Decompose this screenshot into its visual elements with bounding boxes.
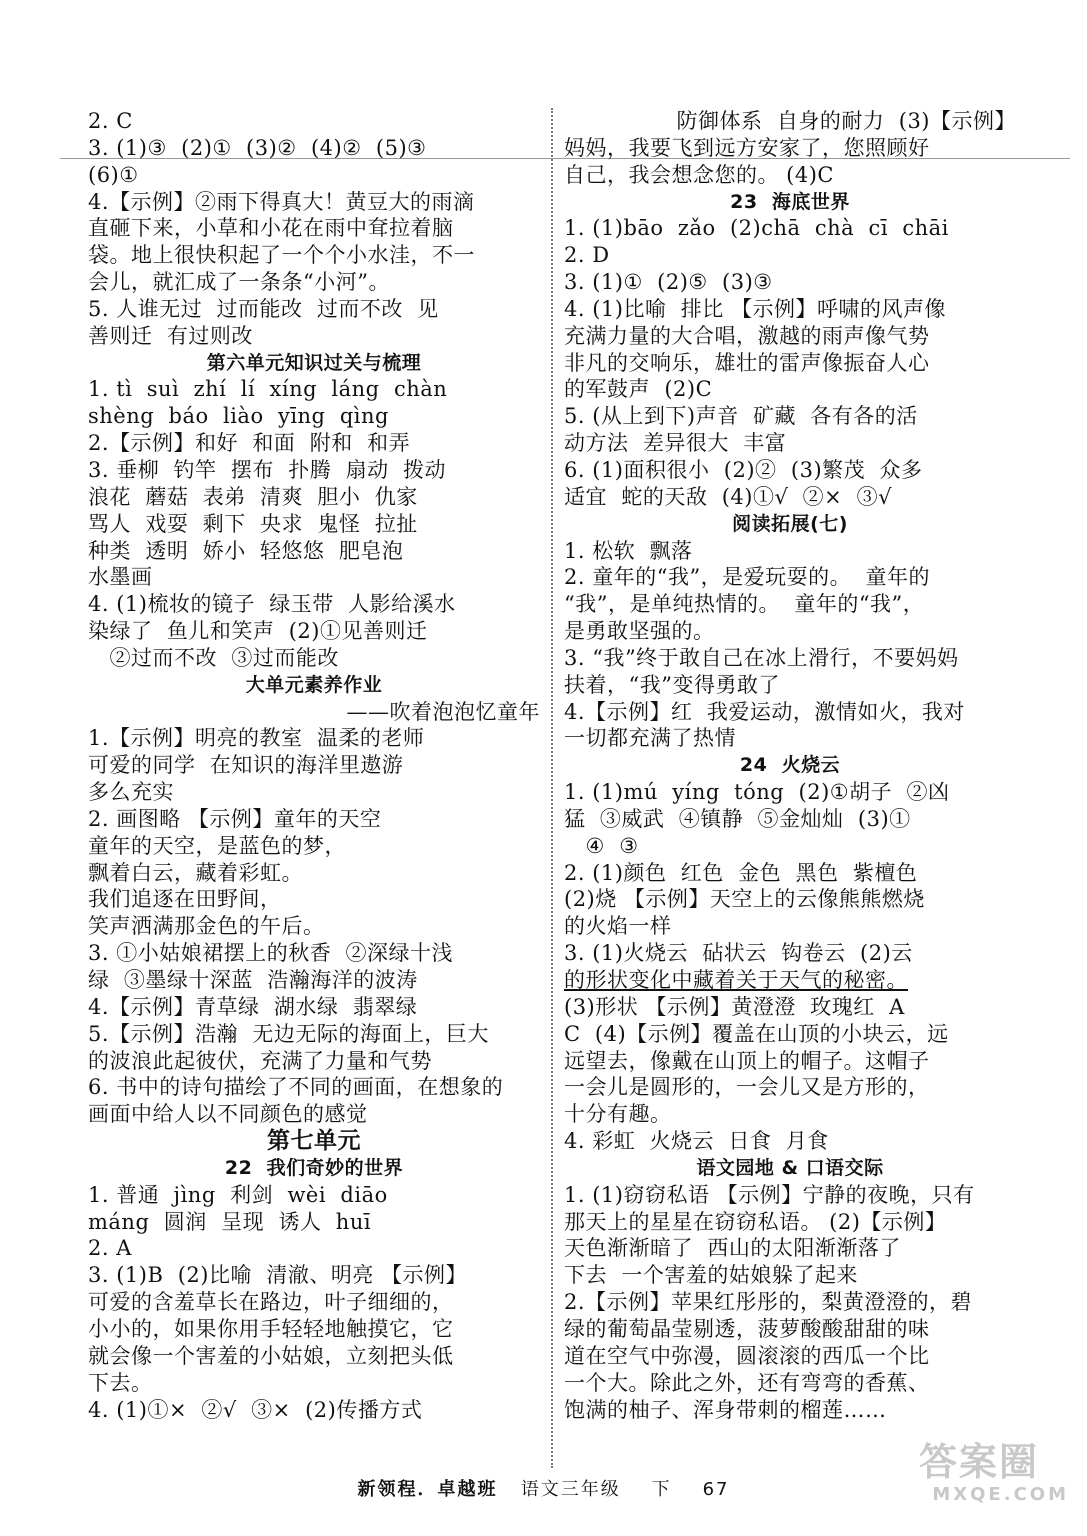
answer-line: 防御体系 自身的耐力 (3)【示例】 <box>676 109 1016 133</box>
answer-line: shèng báo liào yīng qìng <box>88 404 389 429</box>
answer-line: 的火焰一样 <box>564 914 672 939</box>
answer-line: 2. 画图略 【示例】童年的天空 <box>88 806 382 831</box>
answer-line: ④ ③ <box>564 833 639 858</box>
watermark-text: 答案圈 <box>919 1440 1040 1484</box>
answer-line: 笑声洒满那金色的午后。 <box>88 914 325 939</box>
answer-line: 5. (从上到下)声音 矿藏 各有各的活 <box>564 404 918 429</box>
answer-line: 6. 书中的诗句描绘了不同的画面，在想象的 <box>88 1075 504 1100</box>
answer-line: 远望去，像戴在山顶上的帽子。这帽子 <box>564 1048 930 1073</box>
answer-line: 1. (1)窃窃私语 【示例】宁静的夜晚，只有 <box>564 1182 975 1207</box>
answer-line: 多么充实 <box>88 780 174 805</box>
footer-brand: 新领程．卓越班 <box>357 1479 498 1500</box>
answer-line: 3. “我”终于敢自己在冰上滑行，不要妈妈 <box>564 645 959 670</box>
answer-line: 善则迁 有过则改 <box>88 323 253 348</box>
answer-line: 2.【示例】苹果红彤彤的，梨黄澄澄的，碧 <box>564 1290 973 1315</box>
answer-line: 童年的天空，是蓝色的梦， <box>88 833 346 858</box>
answer-line: 3. (1)③ (2)① (3)② (4)② (5)③ <box>88 135 427 160</box>
footer-volume: 下 <box>651 1479 672 1500</box>
answer-line: (2)烧 【示例】天空上的云像熊熊燃烧 <box>564 887 925 912</box>
answer-line: 1. (1)bāo zǎo (2)chā chà cī chāi <box>564 216 949 241</box>
section-heading: 24 火烧云 <box>739 754 841 777</box>
answer-line: 2. A <box>88 1236 132 1261</box>
answer-line: 那天上的星星在窃窃私语。 (2)【示例】 <box>564 1209 947 1234</box>
watermark-url: MXQE.COM <box>932 1484 1069 1505</box>
answer-line: “我”，是单纯热情的。 童年的“我”， <box>564 592 925 617</box>
answer-line: 4.【示例】②雨下得真大！黄豆大的雨滴 <box>88 189 475 214</box>
answer-line: 2. C <box>88 109 133 133</box>
left-column <box>88 108 540 1423</box>
answer-line: 2. 童年的“我”，是爱玩耍的。 童年的 <box>564 565 931 590</box>
answer-line: 飘着白云，藏着彩虹。 <box>88 860 303 885</box>
answer-line: (3)形状 【示例】黄澄澄 玫瑰红 A <box>564 994 905 1019</box>
answer-line: 小小的，如果你用手轻轻地触摸它，它 <box>88 1316 454 1341</box>
watermark-logo <box>919 1440 1069 1520</box>
answer-line: 十分有趣。 <box>564 1102 672 1127</box>
answer-line: 一切都充满了热情 <box>564 726 736 751</box>
answer-line: 2. D <box>564 243 610 268</box>
answer-line: 6. (1)面积很小 (2)② (3)繁茂 众多 <box>564 457 923 482</box>
answer-line: 浪花 蘑菇 表弟 清爽 胆小 仇家 <box>88 484 418 509</box>
section-heading: 23 海底世界 <box>730 190 850 213</box>
answer-line: 直砸下来，小草和小花在雨中耷拉着脑 <box>88 216 454 241</box>
answer-line: 1. 松软 飘落 <box>564 538 693 563</box>
answer-line: 下去。 <box>88 1370 153 1395</box>
answer-line: 4.【示例】青草绿 湖水绿 翡翠绿 <box>88 994 418 1019</box>
section-heading: 阅读拓展(七) <box>732 512 848 535</box>
answer-line: 1. 普通 jìng 利剑 wèi diāo <box>88 1182 388 1207</box>
answer-line: 3. (1)火烧云 砧状云 钩卷云 (2)云 <box>564 941 913 966</box>
answer-line: 骂人 戏耍 剩下 央求 鬼怪 拉扯 <box>88 511 418 536</box>
answer-line: 的形状变化中藏着关于天气的秘密。 <box>564 968 908 992</box>
column-divider <box>551 108 553 1468</box>
section-heading: 22 我们奇妙的世界 <box>224 1156 404 1179</box>
answer-line: 4.【示例】红 我爱运动，激情如火，我对 <box>564 699 965 724</box>
answer-line: 的波浪此起彼伏，充满了力量和气势 <box>88 1048 432 1073</box>
answer-line: 绿的葡萄晶莹剔透，菠萝酸酸甜甜的味 <box>564 1316 930 1341</box>
answer-line: 适宜 蛇的天敌 (4)①√ ②× ③√ <box>564 484 893 509</box>
answer-line: 3. 垂柳 钓竿 摆布 扑腾 扇动 拨动 <box>88 457 446 482</box>
answer-line: 猛 ③威武 ④镇静 ⑤金灿灿 (3)① <box>564 806 911 831</box>
answer-line: 染绿了 鱼儿和笑声 (2)①见善则迁 <box>88 619 428 644</box>
answer-line: 一会儿是圆形的，一会儿又是方形的， <box>564 1075 930 1100</box>
page-number: 67 <box>702 1479 730 1500</box>
answer-line: 动方法 差异很大 丰富 <box>564 431 787 456</box>
answer-line: 非凡的交响乐，雄壮的雷声像振奋人心 <box>564 350 930 375</box>
answer-line: 是勇敢坚强的。 <box>564 619 715 644</box>
answer-line: 饱满的柚子、浑身带刺的榴莲…… <box>564 1397 887 1422</box>
answer-line: 扶着，“我”变得勇敢了 <box>564 672 780 697</box>
answer-line: 3. (1)① (2)⑤ (3)③ <box>564 270 773 295</box>
answer-line: C (4)【示例】覆盖在山顶的小块云，远 <box>564 1021 949 1046</box>
answer-line: 1.【示例】明亮的教室 温柔的老师 <box>88 726 425 751</box>
answer-line: máng 圆润 呈现 诱人 huī <box>88 1209 372 1234</box>
answer-line: 种类 透明 娇小 轻悠悠 肥皂泡 <box>88 538 404 563</box>
footer-subject: 语文三年级 <box>520 1479 621 1500</box>
answer-line: 5. 人谁无过 过而能改 过而不改 见 <box>88 296 439 321</box>
answer-line: 的军鼓声 (2)C <box>564 377 713 402</box>
answer-line: 袋。地上很快积起了一个个小水洼，不一 <box>88 243 475 268</box>
answer-line: 5.【示例】浩瀚 无边无际的海面上，巨大 <box>88 1021 489 1046</box>
answer-line: 一个大。除此之外，还有弯弯的香蕉、 <box>564 1370 930 1395</box>
answer-line: 2.【示例】和好 和面 附和 和弄 <box>88 431 411 456</box>
answer-line: 绿 ③墨绿十深蓝 浩瀚海洋的波涛 <box>88 968 418 992</box>
answer-line: ②过而不改 ③过而能改 <box>88 645 339 670</box>
answer-line: 1. (1)mú yíng tóng (2)①胡子 ②凶 <box>564 780 950 805</box>
answer-line: 可爱的含羞草长在路边，叶子细细的， <box>88 1290 454 1315</box>
answer-line: 我们追逐在田野间， <box>88 887 282 912</box>
answer-line: 会儿，就汇成了一条条“小河”。 <box>88 270 390 295</box>
answer-line: 2. (1)颜色 红色 金色 黑色 紫檀色 <box>564 860 918 885</box>
answer-line: 水墨画 <box>88 565 153 590</box>
right-column <box>564 108 1016 1423</box>
answer-line: 4. (1)比喻 排比 【示例】呼啸的风声像 <box>564 296 946 321</box>
answer-line: 4. (1)梳妆的镜子 绿玉带 人影给溪水 <box>88 592 456 617</box>
answer-line: 妈妈，我要飞到远方安家了，您照顾好 <box>564 135 930 160</box>
answer-line: 3. ①小姑娘裙摆上的秋香 ②深绿十浅 <box>88 941 454 966</box>
section-heading: 语文园地 & 口语交际 <box>696 1156 884 1179</box>
answer-line: 3. (1)B (2)比喻 清澈、明亮 【示例】 <box>88 1263 468 1288</box>
section-heading: 第七单元 <box>267 1128 361 1155</box>
answer-line: 天色渐渐暗了 西山的太阳渐渐落了 <box>564 1236 901 1261</box>
answer-line: ——吹着泡泡忆童年 <box>346 699 540 724</box>
answer-line: 就会像一个害羞的小姑娘，立刻把头低 <box>88 1343 454 1368</box>
section-heading: 大单元素养作业 <box>245 673 383 696</box>
answer-line: (6)① <box>88 162 139 187</box>
answer-line: 道在空气中弥漫，圆滚滚的西瓜一个比 <box>564 1343 930 1368</box>
answer-line: 下去 一个害羞的姑娘躲了起来 <box>564 1263 858 1288</box>
answer-line: 可爱的同学 在知识的海洋里遨游 <box>88 753 404 778</box>
answer-line: 4. 彩虹 火烧云 日食 月食 <box>564 1129 829 1154</box>
answer-line: 画面中给人以不同颜色的感觉 <box>88 1102 368 1127</box>
section-heading: 第六单元知识过关与梳理 <box>206 351 422 374</box>
answer-line: 充满力量的大合唱，激越的雨声像气势 <box>564 323 930 348</box>
answer-line: 4. (1)①× ②√ ③× (2)传播方式 <box>88 1397 423 1422</box>
answer-line: 自己，我会想念您的。 (4)C <box>564 162 834 187</box>
answer-line: 1. tì suì zhí lí xíng láng chàn <box>88 377 448 402</box>
